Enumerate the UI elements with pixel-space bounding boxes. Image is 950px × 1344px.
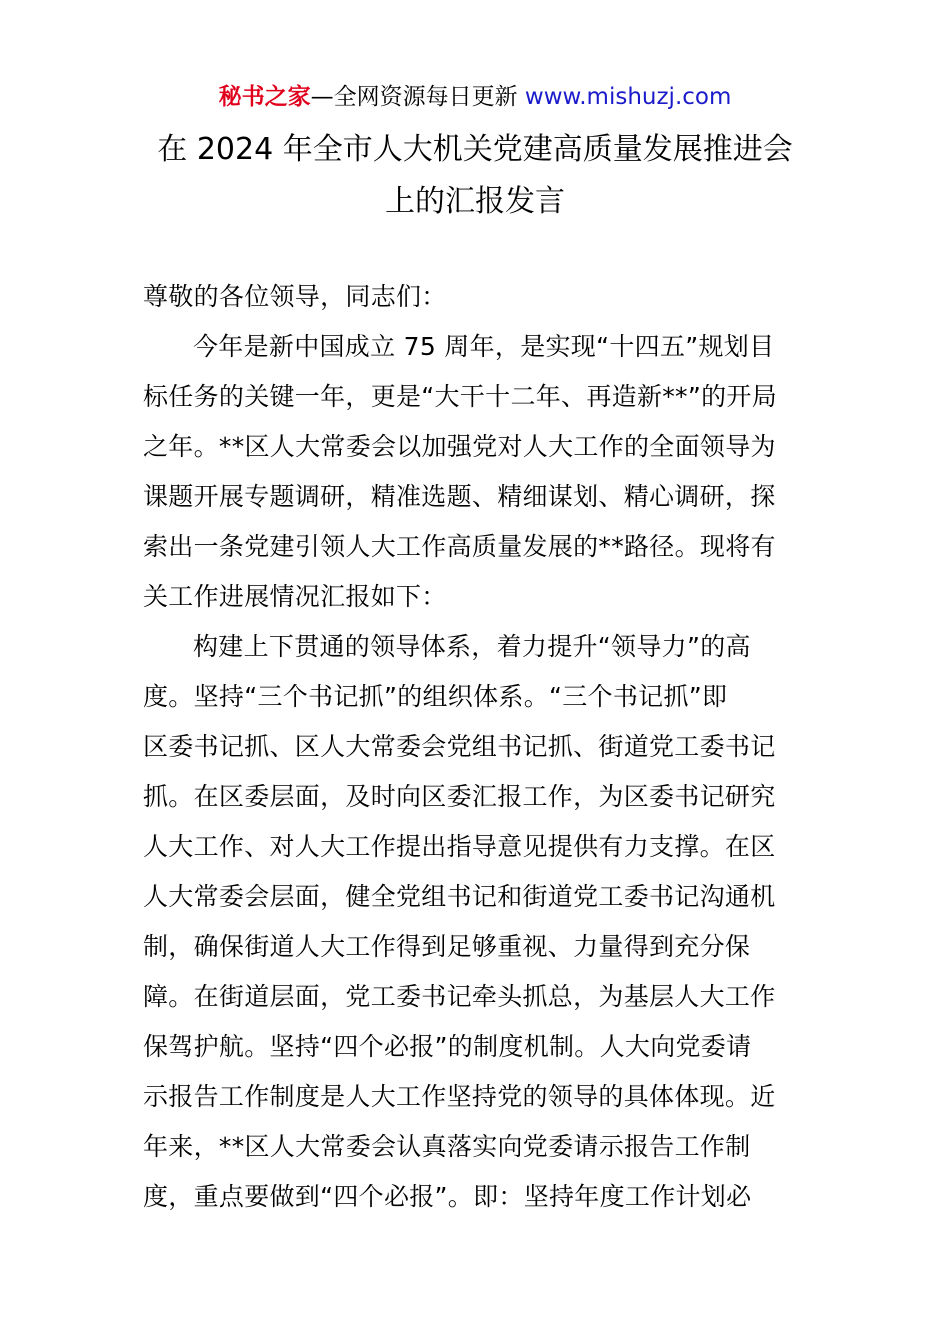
body-line: 度。坚持“三个书记抓”的组织体系。“三个书记抓”即: [143, 682, 728, 711]
brand-name: 秘书之家: [218, 84, 311, 110]
document-body: [143, 272, 823, 1222]
salutation: 尊敬的各位领导，同志们：: [143, 282, 447, 311]
body-line: 人大常委会层面，健全党组书记和街道党工委书记沟通机: [143, 882, 776, 911]
body-line: 人大工作、对人大工作提出指导意见提供有力支撑。在区: [143, 832, 776, 861]
body-line: 制，确保街道人大工作得到足够重视、力量得到充分保: [143, 932, 751, 961]
body-line: 课题开展专题调研，精准选题、精细谋划、精心调研，探: [143, 482, 776, 511]
body-line: 度，重点要做到“四个必报”。即：坚持年度工作计划必: [143, 1182, 752, 1211]
header-tagline: —全网资源每日更新: [310, 84, 525, 110]
body-line: 之年。**区人大常委会以加强党对人大工作的全面领导为: [143, 432, 776, 461]
title-line-1: 在 2024 年全市人大机关党建高质量发展推进会: [157, 132, 793, 167]
site-header: [0, 80, 950, 114]
body-line: 区委书记抓、区人大常委会党组书记抓、街道党工委书记: [143, 732, 776, 761]
body-line: 索出一条党建引领人大工作高质量发展的**路径。现将有: [143, 532, 776, 561]
title-line-2: 上的汇报发言: [385, 184, 565, 219]
body-line: 抓。在区委层面，及时向区委汇报工作，为区委书记研究: [143, 782, 776, 811]
body-line: 标任务的关键一年，更是“大干十二年、再造新**”的开局: [143, 382, 778, 411]
body-line: 构建上下贯通的领导体系，着力提升“领导力”的高: [193, 632, 751, 661]
body-line: 关工作进展情况汇报如下：: [143, 582, 447, 611]
body-line: 年来，**区人大常委会认真落实向党委请示报告工作制: [143, 1132, 751, 1161]
document-title: [60, 124, 890, 228]
body-line: 示报告工作制度是人大工作坚持党的领导的具体体现。近: [143, 1082, 776, 1111]
body-line: 障。在街道层面，党工委书记牵头抓总，为基层人大工作: [143, 982, 776, 1011]
site-url[interactable]: www.mishuzj.com: [524, 84, 732, 110]
body-line: 今年是新中国成立 75 周年，是实现“十四五”规划目: [193, 332, 775, 361]
body-line: 保驾护航。坚持“四个必报”的制度机制。人大向党委请: [143, 1032, 752, 1061]
